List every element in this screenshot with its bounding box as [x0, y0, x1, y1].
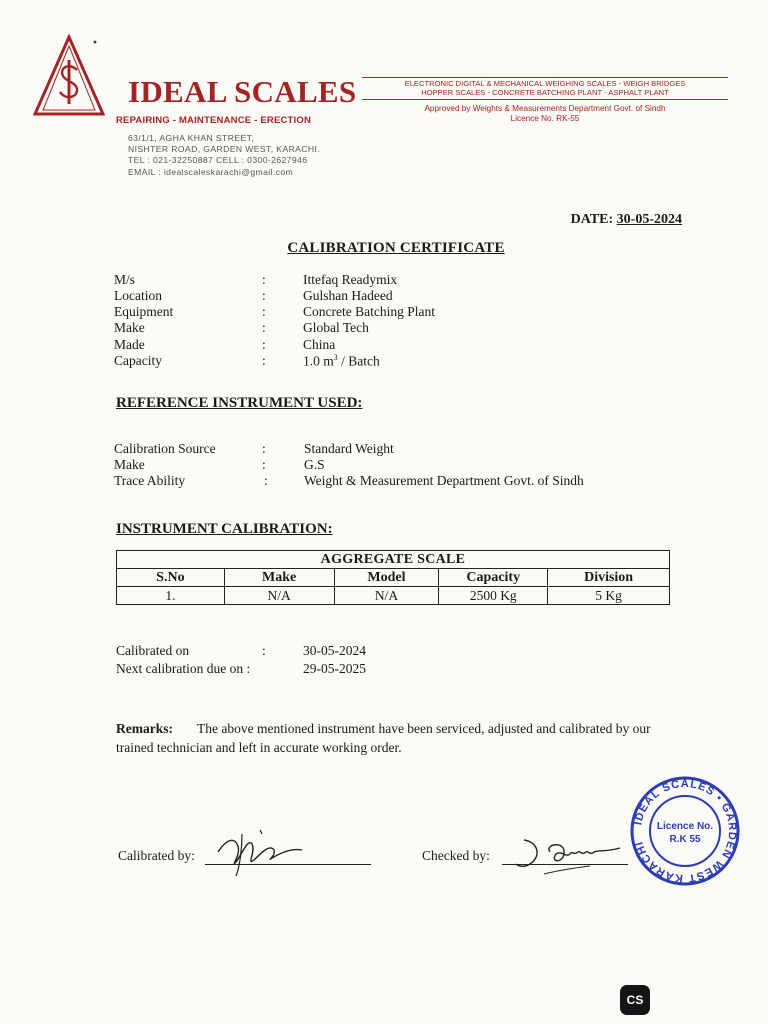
licence-line: Licence No. RK-55 — [510, 114, 580, 123]
client-ms-label: M/s — [114, 272, 136, 287]
company-stamp-icon — [626, 776, 744, 886]
colon: : — [264, 473, 268, 488]
next-due-value: 29-05-2025 — [303, 661, 366, 676]
traceability-value: Weight & Measurement Department Govt. of Sindh — [304, 473, 584, 488]
colon: : — [262, 353, 266, 368]
made-label: Made — [114, 337, 145, 352]
colon: : — [262, 320, 266, 335]
make-value: Global Tech — [303, 320, 369, 335]
column-header: Model — [334, 569, 439, 587]
calibrated-on-label: Calibrated on — [116, 643, 190, 658]
equipment-label: Equipment — [114, 304, 174, 319]
table-caption-row — [117, 551, 670, 569]
reference-heading: REFERENCE INSTRUMENT USED: — [116, 395, 363, 411]
colon: : — [262, 288, 266, 303]
checked-by-signature — [510, 830, 640, 882]
made-value: China — [303, 337, 336, 352]
company-logo-icon — [33, 34, 105, 118]
services-line-1: ELECTRONIC DIGITAL & MECHANICAL WEIGHING SCALES - WEIGH BRIDGES — [404, 79, 686, 88]
calibration-table — [116, 550, 670, 605]
camscanner-badge-icon: CS — [620, 985, 650, 1015]
date-value: 30-05-2024 — [616, 212, 682, 227]
table-cell: 2500 Kg — [439, 587, 548, 605]
colon: : — [262, 304, 266, 319]
date-label: DATE: — [570, 212, 614, 227]
services-line-2: HOPPER SCALES - CONCRETE BATCHING PLANT - ASPHALT PLANT — [421, 88, 669, 97]
location-value: Gulshan Hadeed — [303, 288, 393, 303]
capacity-value — [303, 353, 380, 370]
checked-by-label: Checked by: — [422, 848, 490, 863]
date-row — [571, 212, 682, 228]
remarks-label: Remarks: — [116, 721, 173, 736]
colon: : — [262, 272, 266, 287]
client-ms-value: Ittefaq Readymix — [303, 272, 398, 287]
calibration-source-value: Standard Weight — [304, 441, 394, 456]
company-name: IDEAL SCALES — [128, 74, 357, 109]
calibrated-on-value: 30-05-2024 — [303, 643, 366, 658]
table-cell: 1. — [117, 587, 225, 605]
approval-line: Approved by Weights & Measurements Department Govt. of Sindh — [424, 104, 666, 113]
table-row — [117, 587, 670, 605]
location-label: Location — [114, 288, 162, 303]
column-header: S.No — [117, 569, 225, 587]
stamp-ring-text: IDEAL SCALES • GARDEN WEST KARACHI — [632, 777, 739, 885]
next-due-label: Next calibration due on : — [116, 661, 251, 676]
address-line-2: NISHTER ROAD, GARDEN WEST, KARACHI. — [128, 144, 321, 154]
stamp-licence-number: R.K 55 — [669, 834, 701, 845]
equipment-value: Concrete Batching Plant — [303, 304, 435, 319]
reference-make-label: Make — [114, 457, 145, 472]
column-header: Division — [548, 569, 670, 587]
certificate-title: CALIBRATION CERTIFICATE — [287, 240, 505, 256]
colon: : — [262, 337, 266, 352]
traceability-label: Trace Ability — [114, 473, 186, 488]
table-cell: 5 Kg — [548, 587, 670, 605]
capacity-label: Capacity — [114, 353, 162, 368]
table-cell: N/A — [224, 587, 334, 605]
capacity-unit-power: 3 — [333, 353, 338, 362]
calibrated-by-signature — [212, 822, 312, 880]
reference-make-value: G.S — [304, 457, 325, 472]
colon: : — [262, 441, 266, 456]
column-header: Make — [224, 569, 334, 587]
phone-line: TEL : 021-32250887 CELL : 0300-2627946 — [128, 155, 308, 165]
services-box — [362, 77, 728, 100]
capacity-number: 1.0 m — [303, 353, 334, 369]
colon: : — [262, 643, 266, 658]
stamp-licence-label: Licence No. — [656, 821, 714, 832]
remarks-text: The above mentioned instrument have been serviced, adjusted and calibrated by our trained technician and left in accurate working order. — [116, 721, 651, 755]
calibration-heading: INSTRUMENT CALIBRATION: — [116, 521, 333, 537]
table-cell: N/A — [334, 587, 439, 605]
company-tagline: REPAIRING - MAINTENANCE - ERECTION — [116, 115, 312, 126]
colon: : — [262, 457, 266, 472]
email-line: EMAIL : idealscaleskarachi@gmail.com — [128, 167, 294, 177]
table-header-row — [117, 569, 670, 587]
table-caption: AGGREGATE SCALE — [117, 551, 670, 569]
calibrated-by-label: Calibrated by: — [118, 848, 195, 863]
remarks-block — [116, 719, 676, 757]
capacity-suffix: / Batch — [337, 353, 380, 369]
column-header: Capacity — [439, 569, 548, 587]
calibration-source-label: Calibration Source — [114, 441, 216, 456]
address-line-1: 63/1/1, AGHA KHAN STREET, — [128, 133, 255, 143]
make-label: Make — [114, 320, 145, 335]
